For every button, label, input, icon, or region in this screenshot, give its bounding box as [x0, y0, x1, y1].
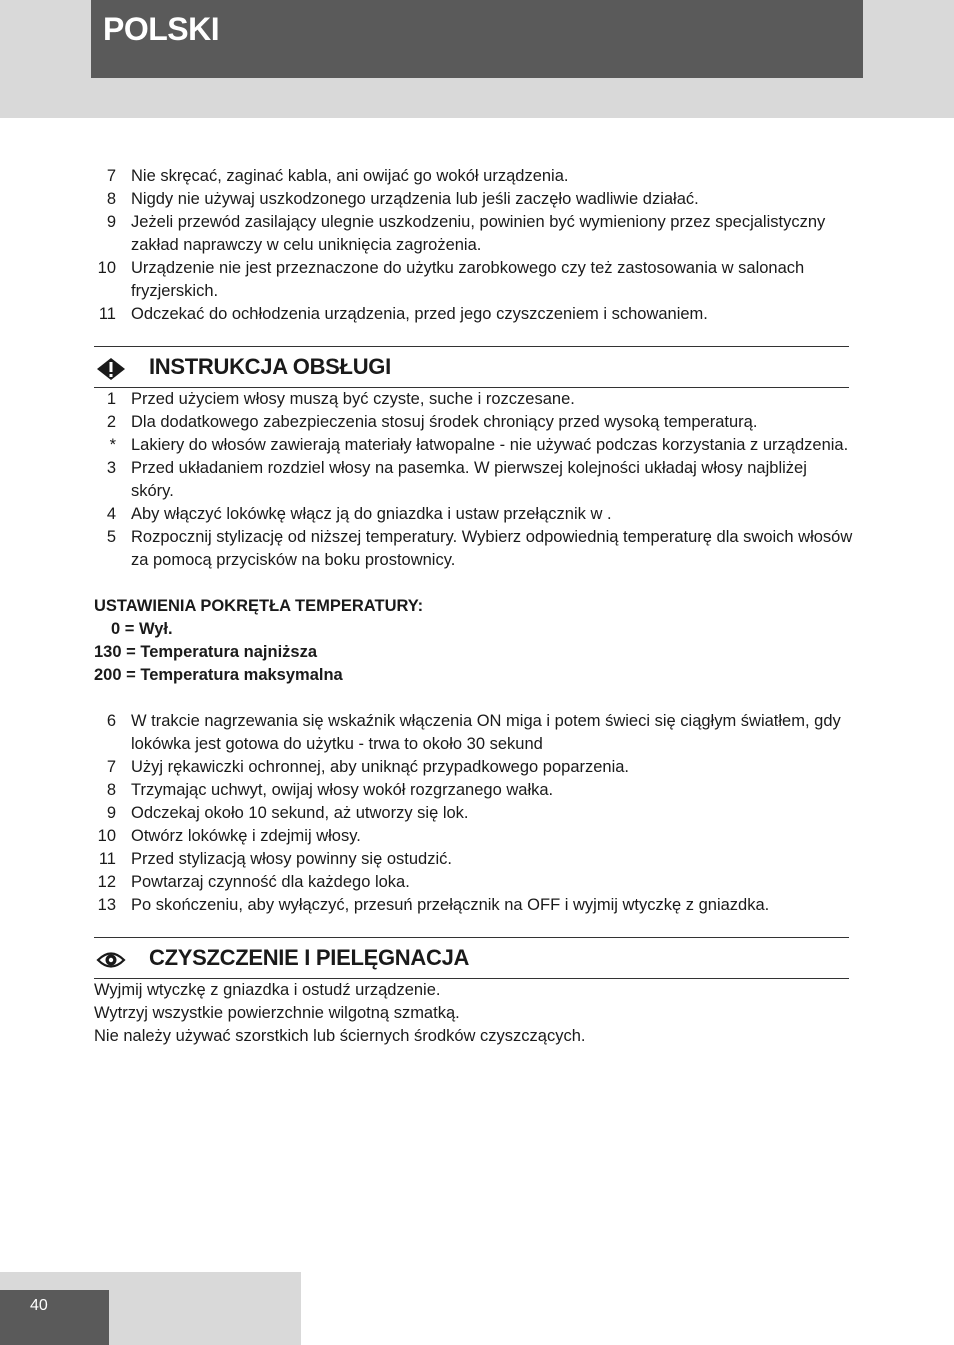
text-line: Wytrzyj wszystkie powierzchnie wilgotną szmatką. — [94, 1004, 460, 1022]
page-title: POLSKI — [103, 11, 220, 47]
safety-list — [94, 165, 854, 326]
temperature-settings-heading: USTAWIENIA POKRĘTŁA TEMPERATURY: — [94, 597, 424, 615]
header-bar — [91, 0, 863, 78]
section-title: CZYSZCZENIE I PIELĘGNACJA — [149, 945, 470, 970]
list-item: 10 Urządzenie nie jest przeznaczone do użytku zarobkowego czy też zastosowania w salonach fryzjerskich. — [97, 259, 805, 300]
eye-icon — [96, 948, 126, 972]
list-item: 9 Jeżeli przewód zasilający ulegnie uszkodzeniu, powinien być wymieniony przez specjalistyczny zakład naprawczy w celu uniknięcia zagrożenia. — [106, 213, 826, 254]
list-item: 13 Po skończeniu, aby wyłączyć, przesuń przełącznik na OFF i wyjmij wtyczkę z gniazdka. — [97, 896, 770, 914]
list-item: 8 Nigdy nie używaj uszkodzonego urządzenia lub jeśli zaczęło wadliwie działać. — [106, 190, 699, 208]
instructions-list-continued — [94, 710, 854, 917]
list-item: 11 Przed stylizacją włosy powinny się ostudzić. — [98, 850, 452, 868]
list-item: 4 Aby włączyć lokówkę włącz ją do gniazdka i ustaw przełącznik w . — [106, 505, 612, 523]
list-item: 12 Powtarzaj czynność dla każdego loka. — [97, 873, 410, 891]
list-item: 10 Otwórz lokówkę i zdejmij włosy. — [97, 827, 361, 845]
instructions-list — [94, 388, 854, 572]
section-header-instructions — [94, 346, 849, 388]
list-item: 5 Rozpocznij stylizację od niższej temperatury. Wybierz odpowiednią temperaturę dla swoich włosów za pomocą przycisków na boku prostownicy. — [106, 528, 853, 569]
temperature-setting-line: 200 = Temperatura maksymalna — [94, 666, 343, 684]
temperature-setting-line: 130 = Temperatura najniższa — [94, 643, 317, 661]
list-item: 7 Nie skręcać, zaginać kabla, ani owijać go wokół urządzenia. — [106, 167, 569, 185]
text-line: Nie należy używać szorstkich lub ściernych środków czyszczących. — [94, 1027, 586, 1045]
list-item: 8 Trzymając uchwyt, owijaj włosy wokół rozgrzanego wałka. — [106, 781, 554, 799]
temperature-setting-line: 0 = Wył. — [111, 620, 173, 638]
list-item: 11 Odczekać do ochłodzenia urządzenia, przed jego czyszczeniem i schowaniem. — [98, 305, 708, 323]
page-number-box — [0, 1290, 109, 1345]
section-title: INSTRUKCJA OBSŁUGI — [149, 354, 391, 379]
list-item: 2 Dla dodatkowego zabezpieczenia stosuj środek chroniący przed wysoką temperaturą. — [106, 413, 758, 431]
page-number: 40 — [30, 1297, 48, 1314]
cleaning-text — [94, 979, 854, 1048]
text-line: Wyjmij wtyczkę z gniazdka i ostudź urządzenie. — [94, 981, 441, 999]
warning-icon — [96, 357, 126, 381]
section-header-cleaning — [94, 937, 849, 979]
list-item: * Lakiery do włosów zawierają materiały łatwopalne - nie używać podczas korzystania z urządzenia. — [109, 436, 849, 454]
list-item: 6 W trakcie nagrzewania się wskaźnik włączenia ON miga i potem świeci się ciągłym światłem, gdy lokówka jest gotowa do użytku - trwa to około 30 sekund — [106, 712, 841, 753]
list-item: 1 Przed użyciem włosy muszą być czyste, suche i rozczesane. — [106, 390, 575, 408]
content — [94, 165, 854, 1048]
list-item: 3 Przed układaniem rozdziel włosy na pasemka. W pierwszej kolejności układaj włosy najbliżej skóry. — [106, 459, 807, 500]
list-item: 7 Użyj rękawiczki ochronnej, aby uniknąć przypadkowego poparzenia. — [106, 758, 630, 776]
list-item: 9 Odczekaj około 10 sekund, aż utworzy się lok. — [106, 804, 469, 822]
